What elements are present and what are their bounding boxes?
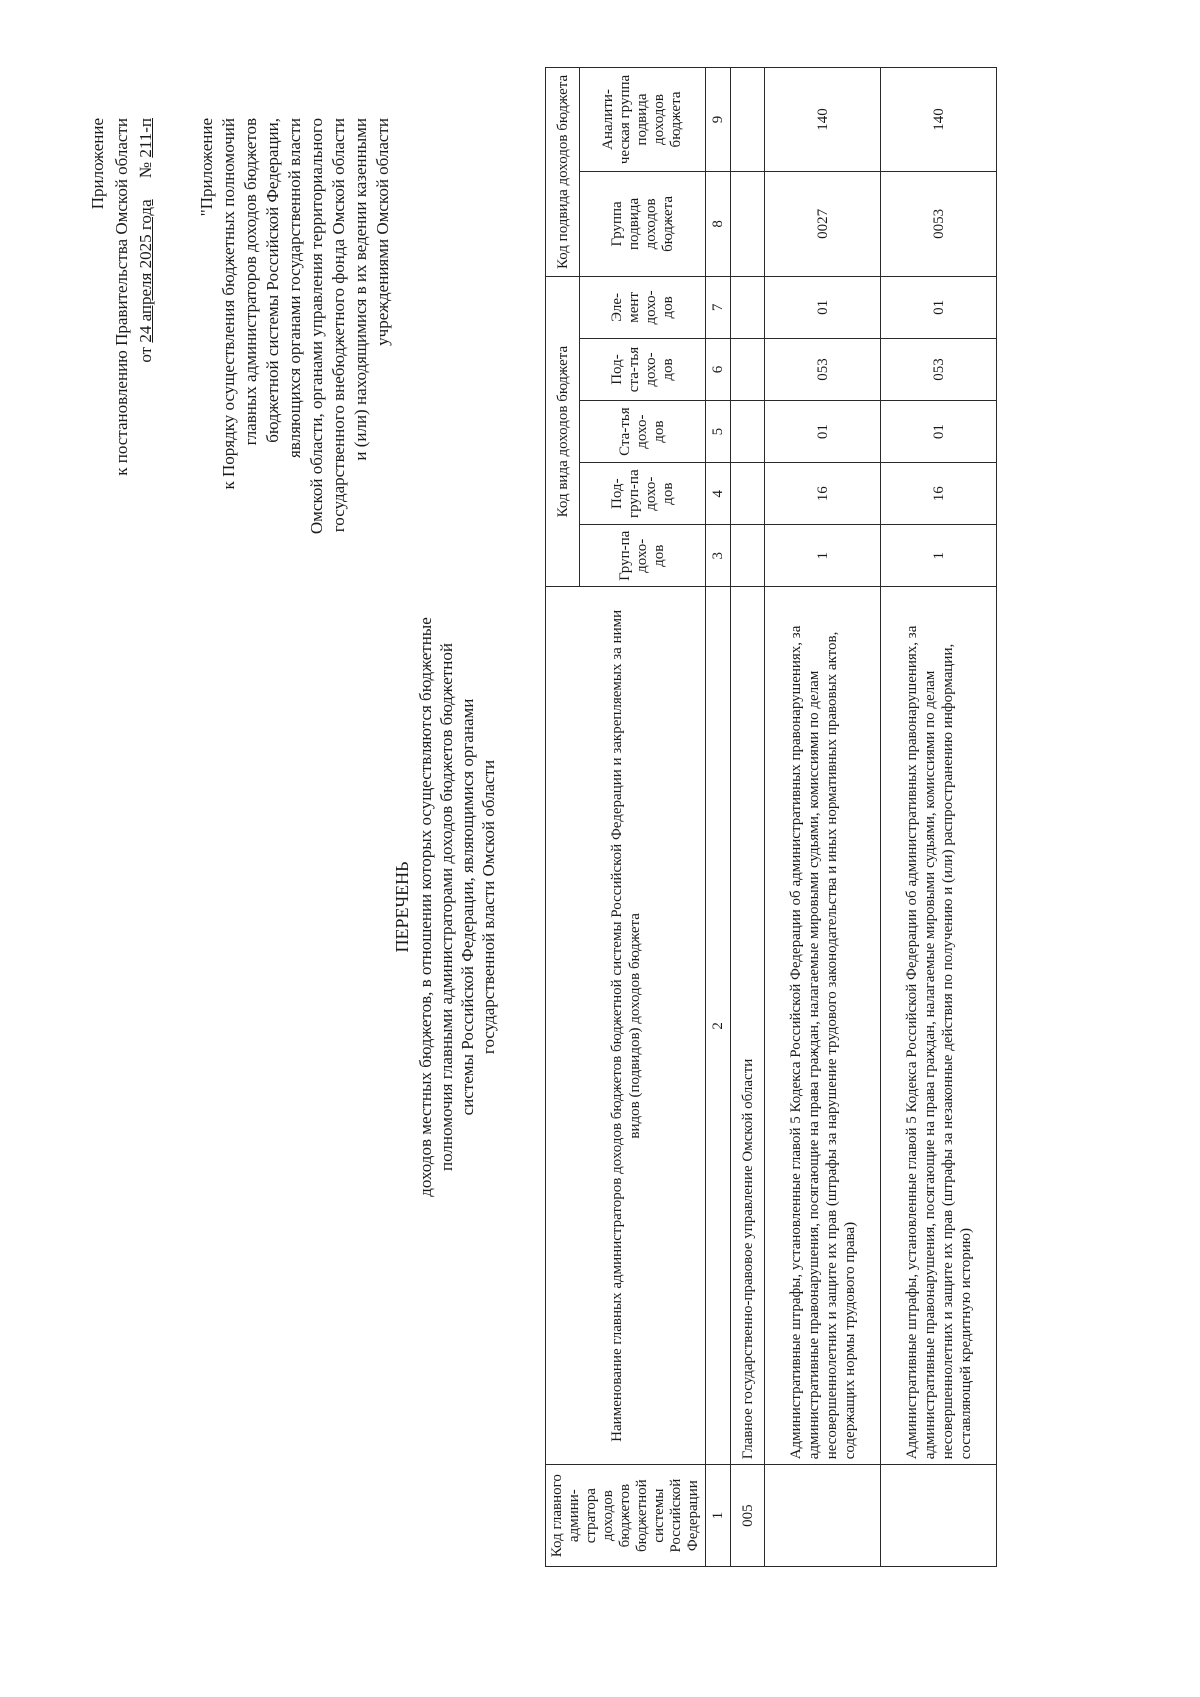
order-ref-line: являющихся органами государственной власти (285, 118, 304, 459)
date-prefix: от (136, 346, 155, 363)
empty-cell (731, 401, 765, 463)
document-title (392, 587, 499, 1227)
appendix-block (86, 118, 158, 678)
column-number: 6 (706, 338, 731, 400)
income-analytic-group: 140 (765, 68, 881, 172)
column-number-row (706, 68, 731, 1567)
administrator-code: 005 (731, 1465, 765, 1567)
order-ref-line: к Порядку осуществления бюджетных полномочий (219, 118, 238, 490)
empty-cell (731, 171, 765, 276)
title-line: системы Российской Федерации, являющимися органами (458, 698, 477, 1116)
column-number: 5 (706, 401, 731, 463)
number-prefix: № (136, 161, 155, 179)
title-line: государственной власти Омской области (479, 759, 498, 1055)
header-admin-code: Код главного админи-стратора доходов бюджетов бюджетной системы Российской Федерации (546, 1465, 706, 1567)
appendix-resolution: к постановлению Правительства Омской области (112, 118, 131, 476)
income-subgroup: 16 (765, 463, 881, 525)
income-subarticle: 053 (765, 338, 881, 400)
title-heading: ПЕРЕЧЕНЬ (392, 861, 412, 953)
income-subkind-group: 0053 (881, 171, 997, 276)
income-article: 01 (881, 401, 997, 463)
title-line: доходов местных бюджетов, в отношении которых осуществляются бюджетные (416, 617, 435, 1197)
column-number: 3 (706, 525, 731, 587)
order-ref-line: и (или) находящимися в их ведении казенными (351, 118, 370, 461)
order-ref-line: учреждениями Омской области (373, 118, 392, 346)
income-element: 01 (881, 276, 997, 338)
header-subgroup: Под-груп-па дохо-дов (580, 463, 706, 525)
order-ref-line: "Приложение (197, 118, 216, 217)
column-number: 8 (706, 171, 731, 276)
header-row (546, 68, 580, 1567)
income-analytic-group: 140 (881, 68, 997, 172)
administrator-name: Главное государственно-правовое управление Омской области (731, 587, 765, 1465)
empty-cell (731, 276, 765, 338)
header-income-kind: Код вида доходов бюджета (546, 276, 580, 586)
income-group: 1 (765, 525, 881, 587)
administrator-row (731, 68, 765, 1567)
income-group: 1 (881, 525, 997, 587)
order-ref-line: главных администраторов доходов бюджетов (241, 118, 260, 446)
empty-cell (731, 338, 765, 400)
empty-cell (731, 525, 765, 587)
income-subgroup: 16 (881, 463, 997, 525)
header-subarticle: Под-ста-тья дохо-дов (580, 338, 706, 400)
income-subkind-group: 0027 (765, 171, 881, 276)
income-subarticle: 053 (881, 338, 997, 400)
income-article: 01 (765, 401, 881, 463)
income-list-table (545, 67, 997, 1567)
table-row (881, 68, 997, 1567)
income-name: Административные штрафы, установленные главой 5 Кодекса Российской Федерации об административных правонарушениях, за административные правонарушения, посягающие на права граждан, налагаемые мировыми судьями, комиссиями по делам несовершеннолетних и защите их прав (штрафы за нарушение трудового законодательства и иных нормативных правовых актов, содержащих нормы трудового права) (765, 587, 881, 1465)
column-number: 2 (706, 587, 731, 1465)
title-line: полномочия главными администраторами доходов бюджетов бюджетной (437, 643, 456, 1171)
empty-cell (731, 68, 765, 172)
header-subkind-group: Группа подвида доходов бюджета (580, 171, 706, 276)
empty-cell (765, 1465, 881, 1567)
header-group: Груп-па дохо-дов (580, 525, 706, 587)
income-element: 01 (765, 276, 881, 338)
column-number: 4 (706, 463, 731, 525)
header-article: Ста-тья дохо-дов (580, 401, 706, 463)
order-reference-block (196, 118, 394, 718)
column-number: 1 (706, 1465, 731, 1567)
column-number: 9 (706, 68, 731, 172)
income-name: Административные штрафы, установленные главой 5 Кодекса Российской Федерации об административных правонарушениях, за административные правонарушения, посягающие на права граждан, налагаемые мировыми судьями, комиссиями по делам несовершеннолетних и защите их прав (штрафы за незаконные действия по получению и (или) распространению информации, составляющей кредитную историю) (881, 587, 997, 1465)
header-analytic-group: Аналити-ческая группа подвида доходов бюджета (580, 68, 706, 172)
header-element: Эле-мент дохо-дов (580, 276, 706, 338)
empty-cell (731, 463, 765, 525)
resolution-date: 24 апреля 2025 года (136, 199, 155, 343)
resolution-number: 211-п (136, 118, 155, 158)
order-ref-line: бюджетной системы Российской Федерации, (263, 118, 282, 443)
header-income-subkind: Код подвида доходов бюджета (546, 68, 580, 277)
appendix-date-line (134, 118, 158, 678)
order-ref-line: Омской области, органами управления территориального (307, 118, 326, 535)
header-name: Наименование главных администраторов доходов бюджетов бюджетной системы Российской Федерации и закрепляемых за ними видов (подвидов) доходов бюджета (546, 587, 706, 1465)
appendix-label: Приложение (88, 118, 107, 210)
order-ref-line: государственного внебюджетного фонда Омской области (329, 118, 348, 533)
column-number: 7 (706, 276, 731, 338)
empty-cell (881, 1465, 997, 1567)
table-row (765, 68, 881, 1567)
